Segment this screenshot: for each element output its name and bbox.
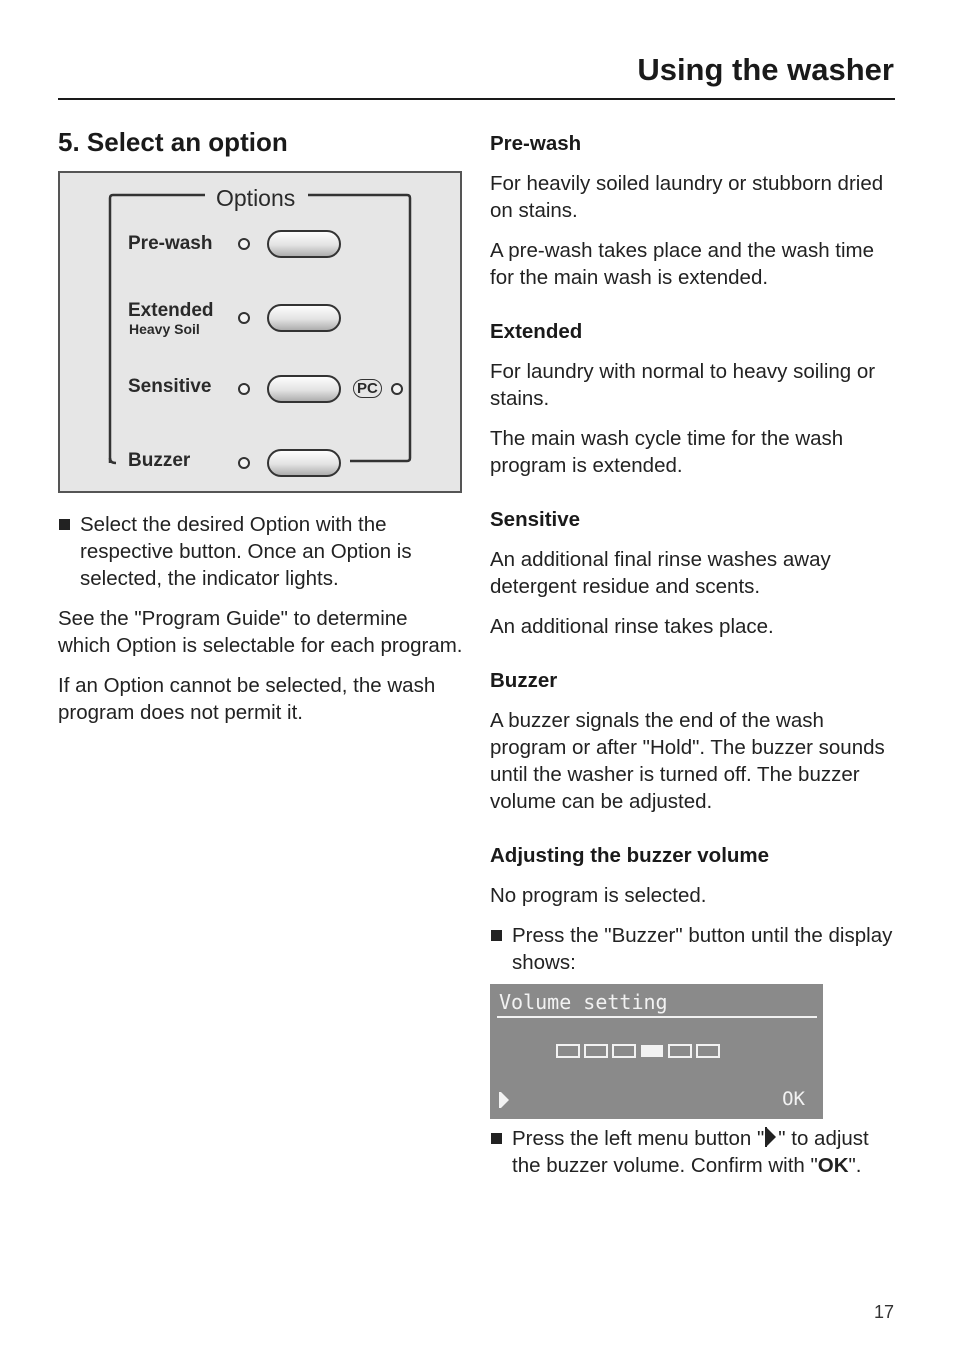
sensitive-text-2: An additional rinse takes place. bbox=[490, 615, 774, 638]
adjust-bullet-1-text: Press the "Buzzer" button until the display shows: bbox=[512, 924, 893, 974]
option-not-selectable-paragraph: If an Option cannot be selected, the wash program does not permit it. bbox=[58, 674, 436, 724]
display-arrow-right-icon bbox=[498, 1090, 518, 1110]
option-label-sensitive: Sensitive bbox=[128, 376, 212, 397]
bullet-square-icon bbox=[491, 930, 502, 941]
program-guide-paragraph: See the "Program Guide" to determine which Option is selectable for each program. bbox=[58, 607, 463, 657]
page-number: 17 bbox=[873, 1302, 894, 1322]
buzzer-button-shape bbox=[268, 450, 340, 476]
buzzer-text-1: A buzzer signals the end of the wash program or after "Hold". The buzzer sounds until the washer is turned off. The buzzer volume can be adjusted. bbox=[490, 709, 885, 813]
sensitive-text-1: An additional final rinse washes away detergent residue and scents. bbox=[490, 548, 831, 598]
bullet-square-icon bbox=[59, 519, 70, 530]
adjust-bullet-2-ok: OK bbox=[817, 1154, 849, 1177]
options-panel-illustration bbox=[58, 171, 462, 493]
sensitive-button-shape bbox=[268, 376, 340, 402]
volume-segment bbox=[697, 1045, 719, 1057]
adjust-bullet-1 bbox=[490, 922, 900, 976]
display-ok-label: OK bbox=[782, 1088, 805, 1110]
right-column bbox=[490, 130, 900, 1192]
menu-arrow-icon bbox=[764, 1126, 778, 1148]
option-label-buzzer: Buzzer bbox=[128, 450, 191, 471]
extended-text-2: The main wash cycle time for the wash program is extended. bbox=[490, 427, 844, 477]
volume-segment-active bbox=[641, 1045, 663, 1057]
header-rule bbox=[58, 98, 895, 100]
volume-level-bar bbox=[490, 984, 823, 1119]
extended-heading: Extended bbox=[490, 320, 583, 343]
prewash-indicator-icon bbox=[239, 239, 249, 249]
pc-indicator-icon bbox=[392, 384, 402, 394]
instruction-bullet bbox=[58, 511, 463, 592]
section-title: 5. Select an option bbox=[58, 127, 288, 157]
adjust-bullet-2-text-mid: " to adjust the buzzer volume. Confirm with " bbox=[512, 1127, 869, 1177]
bullet-square-icon bbox=[491, 1133, 502, 1144]
buzzer-section bbox=[490, 667, 900, 815]
adjust-volume-text: No program is selected. bbox=[490, 884, 707, 907]
pc-badge: PC bbox=[353, 379, 382, 398]
options-panel-frame bbox=[60, 173, 460, 491]
volume-setting-display bbox=[490, 984, 823, 1119]
extended-section bbox=[490, 318, 900, 479]
adjust-volume-section bbox=[490, 842, 900, 1179]
extended-text-1: For laundry with normal to heavy soiling or stains. bbox=[490, 360, 876, 410]
instruction-bullet-text: Select the desired Option with the respective button. Once an Option is selected, the indicator lights. bbox=[80, 513, 412, 590]
left-column bbox=[58, 125, 463, 739]
sensitive-indicator-icon bbox=[239, 384, 249, 394]
volume-segment bbox=[557, 1045, 579, 1057]
volume-segment bbox=[613, 1045, 635, 1057]
volume-segment bbox=[585, 1045, 607, 1057]
sensitive-section bbox=[490, 506, 900, 640]
prewash-heading: Pre-wash bbox=[490, 132, 582, 155]
option-label-extended: Extended bbox=[128, 300, 214, 321]
options-panel-title: Options bbox=[210, 185, 301, 212]
display-title: Volume setting bbox=[499, 990, 668, 1014]
prewash-section bbox=[490, 130, 900, 291]
prewash-text-1: For heavily soiled laundry or stubborn dried on stains. bbox=[490, 172, 884, 222]
sensitive-heading: Sensitive bbox=[490, 508, 581, 531]
adjust-bullet-2 bbox=[490, 1125, 900, 1179]
extended-button-shape bbox=[268, 305, 340, 331]
page-header-title: Using the washer bbox=[637, 52, 894, 87]
buzzer-indicator-icon bbox=[239, 458, 249, 468]
adjust-bullet-2-text-pre: Press the left menu button " bbox=[512, 1127, 765, 1150]
adjust-bullet-2-text-end: ". bbox=[848, 1154, 862, 1177]
adjust-volume-heading: Adjusting the buzzer volume bbox=[490, 844, 770, 867]
volume-segment bbox=[669, 1045, 691, 1057]
extended-indicator-icon bbox=[239, 313, 249, 323]
prewash-button-shape bbox=[268, 231, 340, 257]
buzzer-heading: Buzzer bbox=[490, 669, 558, 692]
option-sublabel-heavy-soil: Heavy Soil bbox=[129, 321, 200, 337]
prewash-text-2: A pre-wash takes place and the wash time for the main wash is extended. bbox=[490, 239, 875, 289]
option-label-prewash: Pre-wash bbox=[128, 233, 213, 254]
